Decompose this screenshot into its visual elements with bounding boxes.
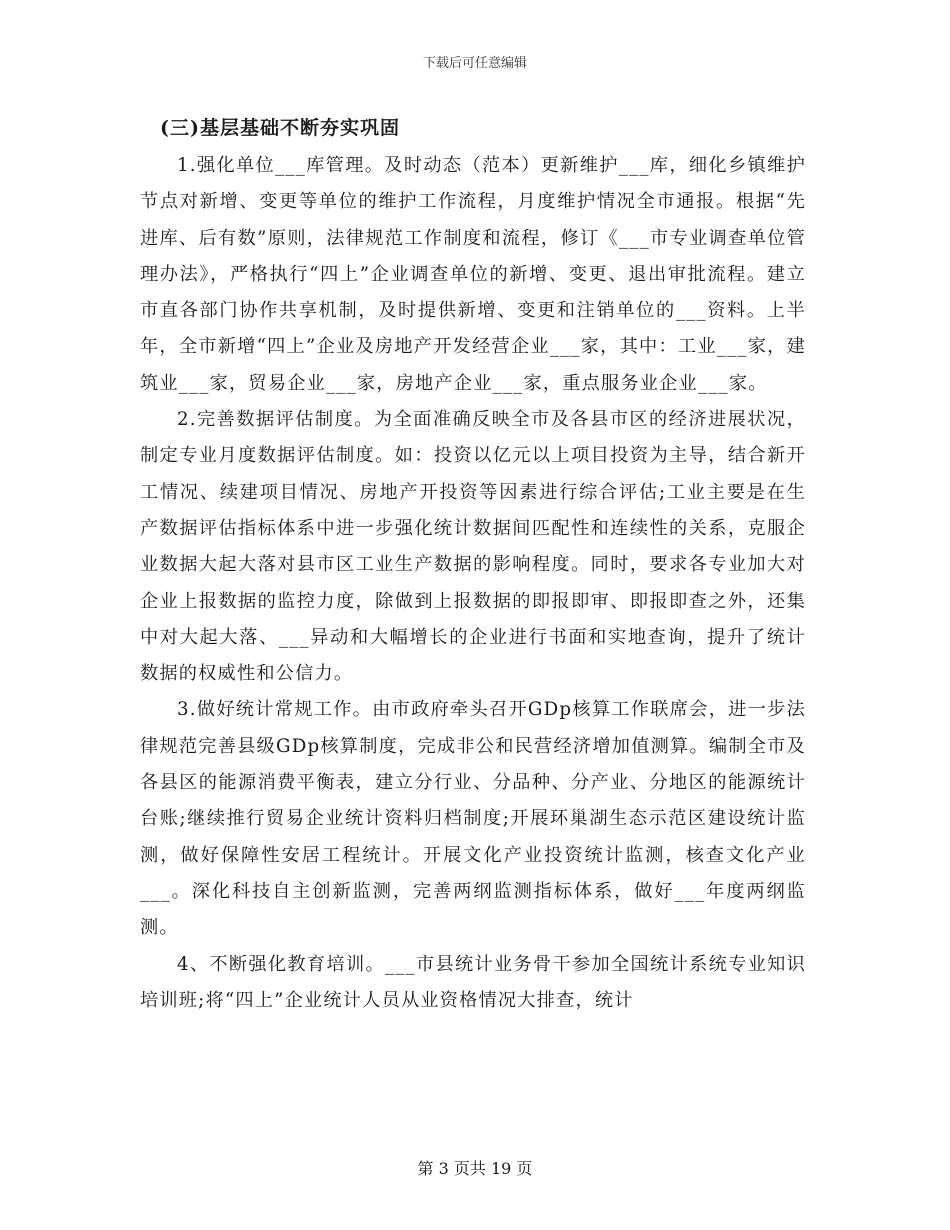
header-note: 下载后可任意编辑 <box>422 56 527 71</box>
paragraph-3: 3.做好统计常规工作。由市政府牵头召开GDp核算工作联席会，进一步法律规范完善县级GDp核算制度，完成非公和民营经济增加值测算。编制全市及各县区的能源消费平衡表，建立分行业、分品种、分产业、分地区的能源统计台账;继续推行贸易企业统计资料归档制度;开展环巢湖生态示范区建设统计监测，做好保障性安居工程统计。开展文化产业投资统计监测，核查文化产业___。深化科技自主创新监测，完善两纲监测指标体系，做好___年度两纲监测。 <box>140 699 806 939</box>
paragraph-2: 2.完善数据评估制度。为全面准确反映全市及各县市区的经济进展状况，制定专业月度数据评估制度。如：投资以亿元以上项目投资为主导，结合新开工情况、续建项目情况、房地产开投资等因素进行综合评估;工业主要是在生产数据评估指标体系中进一步强化统计数据间匹配性和连续性的关系，克服企业数据大起大落对县市区工业生产数据的影响程度。同时，要求各专业加大对企业上报数据的监控力度，除做到上报数据的即报即审、即报即查之外，还集中对大起大落、___异动和大幅增长的企业进行书面和实地查询，提升了统计数据的权威性和公信力。 <box>140 409 806 685</box>
page-number: 第 3 页共 19 页 <box>417 1159 533 1178</box>
paragraph-1: 1.强化单位___库管理。及时动态（范本）更新维护___库，细化乡镇维护节点对新增、变更等单位的维护工作流程，月度维护情况全市通报。根据“先进库、后有数”原则，法律规范工作制度和流程，修订《___市专业调查单位管理办法》，严格执行“四上”企业调查单位的新增、变更、退出审批流程。建立市直各部门协作共享机制，及时提供新增、变更和注销单位的___资料。上半年，全市新增“四上”企业及房地产开发经营企业___家，其中：工业___家，建筑业___家，贸易企业___家，房地产企业___家，重点服务业企业___家。 <box>140 155 806 394</box>
section-heading: (三)基层基础不断夯实巩固 <box>160 117 400 139</box>
paragraph-4: 4、不断强化教育培训。___市县统计业务骨干参加全国统计系统专业知识培训班;将“四上”企业统计人员从业资格情况大排查，统计 <box>140 953 806 1011</box>
document-body <box>140 108 806 1019</box>
